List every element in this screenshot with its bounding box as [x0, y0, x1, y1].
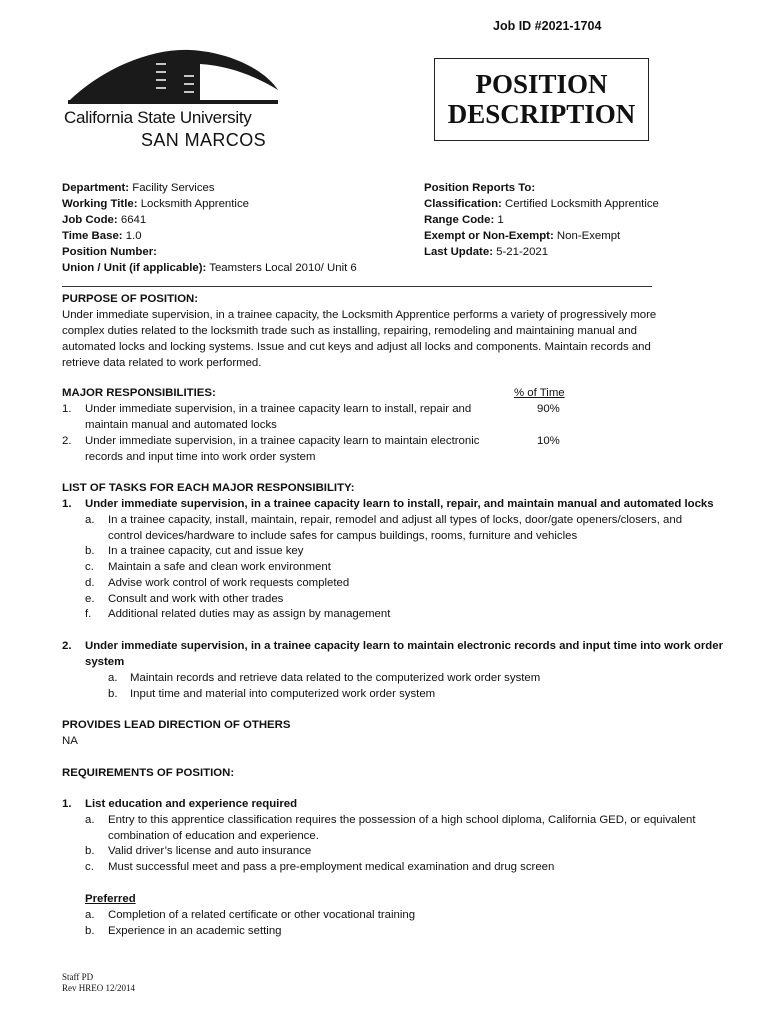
task-text: Advise work control of work requests completed: [108, 577, 350, 589]
exempt-label: Exempt or Non-Exempt:: [424, 230, 554, 242]
preferred-text: Completion of a related certificate or other vocational training: [108, 909, 416, 921]
logo-campus-name: SAN MARCOS: [141, 130, 267, 150]
union-unit-value: Teamsters Local 2010/ Unit 6: [209, 262, 357, 274]
requirement-letter: b.: [85, 845, 95, 857]
purpose-section: [62, 291, 722, 371]
requirements-heading: REQUIREMENTS OF POSITION:: [62, 767, 235, 779]
last-update-label: Last Update:: [424, 246, 493, 258]
responsibility-text: Under immediate supervision, in a trainee capacity learn to install, repair and: [85, 403, 472, 415]
classification-value: Certified Locksmith Apprentice: [505, 198, 659, 210]
requirement-text: Valid driver’s license and auto insurance: [108, 845, 312, 857]
time-base-label: Time Base:: [62, 230, 123, 242]
position-description-title: [434, 58, 649, 141]
job-code-value: 6641: [120, 214, 147, 226]
task-letter: f.: [85, 608, 92, 620]
task-text: Consult and work with other trades: [108, 593, 284, 605]
task-letter: e.: [85, 593, 95, 605]
time-base-value: 1.0: [125, 230, 142, 242]
logo-skyline-icon: [60, 40, 285, 110]
preferred-letter: a.: [85, 909, 95, 921]
department-value: Facility Services: [132, 182, 215, 194]
purpose-line: retrieve data related to work performed.: [62, 357, 262, 369]
classification-label: Classification:: [424, 198, 502, 210]
task-letter: a.: [85, 514, 95, 526]
divider: [62, 286, 652, 287]
reports-to-label: Position Reports To:: [424, 182, 536, 194]
preferred-heading: Preferred: [85, 893, 136, 905]
task-text: Input time and material into computerized work order system: [130, 688, 436, 700]
responsibility-number: 1.: [62, 403, 72, 415]
task-text: Additional related duties may as assign by management: [108, 608, 391, 620]
range-code-value: 1: [497, 214, 504, 226]
working-title-value: Locksmith Apprentice: [140, 198, 249, 210]
requirement-subheading: List education and experience required: [85, 798, 298, 810]
tasks-heading: LIST OF TASKS FOR EACH MAJOR RESPONSIBILITY:: [62, 482, 355, 494]
job-id: Job ID #2021-1704: [493, 19, 602, 33]
requirement-text: Must successful meet and pass a pre-employment medical examination and drug screen: [108, 861, 555, 873]
requirement-text: combination of education and experience.: [108, 830, 319, 842]
percent-time-heading: % of Time: [514, 387, 565, 399]
union-unit-label: Union / Unit (if applicable):: [62, 262, 207, 274]
requirement-text: Entry to this apprentice classification requires the possession of a high school diploma, California GED, or equivalent: [108, 814, 696, 826]
task-group-title: Under immediate supervision, in a trainee capacity learn to install, repair, and maintain manual and automated locks: [85, 498, 714, 510]
footer: [62, 972, 135, 994]
task-group-number: 1.: [62, 498, 72, 510]
task-group-title: system: [85, 656, 125, 668]
responsibility-text: records and input time into work order system: [85, 451, 316, 463]
footer-line-2: Rev HREO 12/2014: [62, 983, 135, 993]
responsibility-text: maintain manual and automated locks: [85, 419, 277, 431]
task-text: In a trainee capacity, install, maintain, repair, remodel and adjust all types of locks, door/gate openers/closers, and: [108, 514, 683, 526]
purpose-line: Under immediate supervision, in a trainee capacity, the Locksmith Apprentice performs a variety of progressively more: [62, 309, 657, 321]
responsibility-percent: 90%: [537, 403, 560, 415]
task-letter: d.: [85, 577, 95, 589]
purpose-line: complex duties related to the locksmith trade such as installing, repairing, remodeling and maintaining manual and: [62, 325, 637, 337]
footer-line-1: Staff PD: [62, 972, 94, 982]
department-label: Department:: [62, 182, 130, 194]
task-letter: c.: [85, 561, 94, 573]
info-right: [424, 180, 659, 260]
info-left: [62, 180, 357, 276]
lead-value: NA: [62, 735, 78, 747]
lead-heading: PROVIDES LEAD DIRECTION OF OTHERS: [62, 719, 291, 731]
preferred-text: Experience in an academic setting: [108, 925, 282, 937]
task-group-number: 2.: [62, 640, 72, 652]
task-text: control devices/hardware to include safes for campus buildings, rooms, furniture and vehicles: [108, 530, 578, 542]
responsibility-text: Under immediate supervision, in a trainee capacity learn to maintain electronic: [85, 435, 480, 447]
task-group-title: Under immediate supervision, in a trainee capacity learn to maintain electronic records and input time into work order: [85, 640, 724, 652]
logo-university-name: California State University: [64, 108, 252, 127]
task-text: In a trainee capacity, cut and issue key: [108, 545, 304, 557]
requirement-number: 1.: [62, 798, 72, 810]
responsibilities-heading: MAJOR RESPONSIBILITIES:: [62, 387, 216, 399]
range-code-label: Range Code:: [424, 214, 495, 226]
preferred-letter: b.: [85, 925, 95, 937]
task-letter: b.: [85, 545, 95, 557]
last-update-value: 5-21-2021: [496, 246, 549, 258]
title-line-2: DESCRIPTION: [447, 99, 636, 129]
requirement-letter: c.: [85, 861, 94, 873]
responsibility-number: 2.: [62, 435, 72, 447]
exempt-value: Non-Exempt: [556, 230, 621, 242]
task-letter: a.: [108, 672, 118, 684]
position-number-label: Position Number:: [62, 246, 157, 258]
purpose-heading: PURPOSE OF POSITION:: [62, 293, 199, 305]
task-letter: b.: [108, 688, 118, 700]
responsibility-percent: 10%: [537, 435, 560, 447]
requirement-letter: a.: [85, 814, 95, 826]
purpose-line: automated locks and locking systems. Issue and cut keys and adjust all locks and components. Maintain records and: [62, 341, 651, 353]
job-code-label: Job Code:: [62, 214, 118, 226]
title-line-1: POSITION: [475, 69, 608, 99]
task-text: Maintain records and retrieve data related to the computerized work order system: [130, 672, 541, 684]
task-text: Maintain a safe and clean work environment: [108, 561, 331, 573]
working-title-label: Working Title:: [62, 198, 138, 210]
